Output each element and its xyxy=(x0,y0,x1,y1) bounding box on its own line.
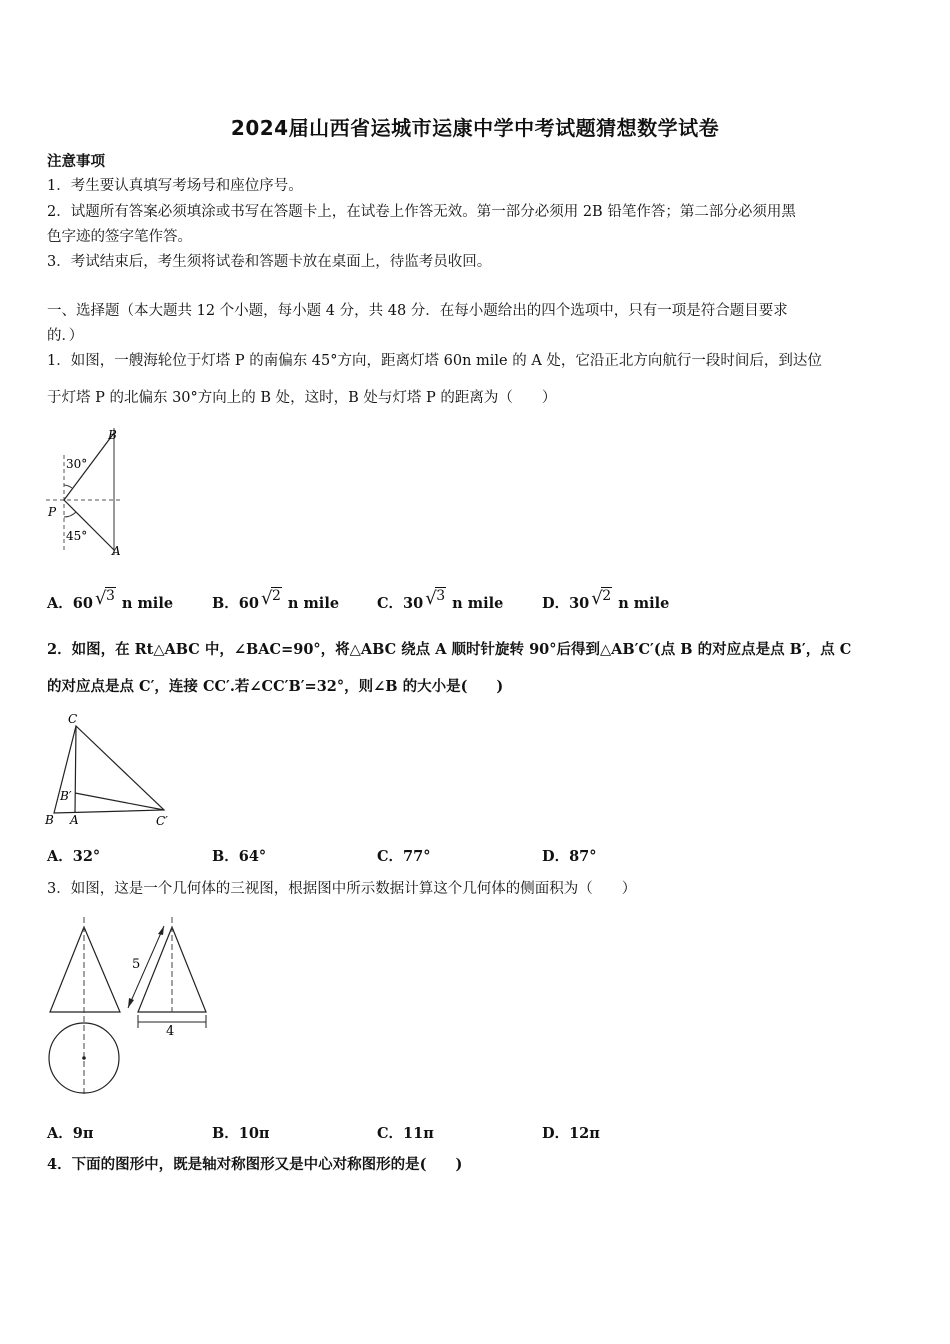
q2-option-d: D．87° xyxy=(542,848,597,865)
arrow-head-top xyxy=(158,926,164,935)
question-2-figure xyxy=(40,710,180,830)
label-c-prime: C′ xyxy=(156,814,168,828)
label-c: C xyxy=(68,712,78,726)
angle-label-bottom: 45° xyxy=(66,529,88,543)
label-b: B xyxy=(45,813,54,827)
q2-option-c: C．77° xyxy=(377,848,431,865)
question-2-text-cont: 的对应点是点 C′，连接 CC′.若∠CC′B′=32°，则∠B 的大小是( ) xyxy=(47,678,504,695)
notice-item: 2．试题所有答案必须填涂或书写在答题卡上，在试卷上作答无效。第一部分必须用 2B 铅笔作答；第二部分必须用黑 xyxy=(47,204,796,220)
label-p: P xyxy=(48,505,57,519)
q3-option-a: A．9π xyxy=(47,1125,94,1142)
q1-option-d: D．30 √ 2 n mile xyxy=(542,588,670,612)
base-label: 4 xyxy=(166,1024,175,1039)
notice-item: 色字迹的签字笔作答。 xyxy=(47,229,192,245)
arrow-head-bottom xyxy=(128,998,134,1008)
question-1-text: 1．如图，一艘海轮位于灯塔 P 的南偏东 45°方向，距离灯塔 60n mile 的 A 处，它沿正北方向航行一段时间后，到达位 xyxy=(47,353,822,369)
q3-option-c: C．11π xyxy=(377,1125,434,1142)
question-4-text: 4．下面的图形中，既是轴对称图形又是中心对称图形的是( ) xyxy=(47,1156,463,1173)
angle-label-top: 30° xyxy=(66,457,88,471)
segment-bpcp xyxy=(75,793,164,810)
notice-item: 3．考试结束后，考生须将试卷和答题卡放在桌面上，待监考员收回。 xyxy=(47,254,492,270)
question-3-figure xyxy=(40,912,220,1102)
question-1-figure xyxy=(40,425,130,560)
notice-heading: 注意事项 xyxy=(47,153,105,170)
angle-arc-bottom xyxy=(64,512,76,517)
notice-item: 1．考生要认真填写考场号和座位序号。 xyxy=(47,178,303,194)
question-2-text: 2．如图，在 Rt△ABC 中，∠BAC=90°，将△ABC 绕点 A 顺时针旋转 90°后得到△AB′C′(点 B 的对应点是点 B′，点 C xyxy=(47,641,852,658)
center-point xyxy=(82,1056,86,1060)
label-a: A xyxy=(112,544,121,558)
page-title: 2024届山西省运城市运康中学中考试题猜想数学试卷 xyxy=(230,116,720,140)
segment-ca xyxy=(75,726,76,813)
label-b-prime: B′ xyxy=(60,789,72,803)
angle-arc-top xyxy=(64,485,72,488)
q1-option-c: C．30 √ 3 n mile xyxy=(377,588,504,612)
q2-option-b: B．64° xyxy=(212,848,267,865)
section-heading-cont: 的．） xyxy=(47,328,84,344)
section-heading: 一、选择题（本大题共 12 个小题，每小题 4 分，共 48 分．在每小题给出的四个选项中，只有一项是符合题目要求 xyxy=(47,303,788,319)
label-b: B xyxy=(108,428,117,442)
question-1-text-cont: 于灯塔 P 的北偏东 30°方向上的 B 处，这时，B 处与灯塔 P 的距离为（ ） xyxy=(47,390,557,406)
label-a: A xyxy=(70,813,79,827)
question-3-text: 3．如图，这是一个几何体的三视图，根据图中所示数据计算这个几何体的侧面积为（ ） xyxy=(47,881,637,897)
slant-label: 5 xyxy=(132,957,141,972)
q1-option-b: B．60 √ 2 n mile xyxy=(212,588,340,612)
q3-option-d: D．12π xyxy=(542,1125,600,1142)
q2-option-a: A．32° xyxy=(47,848,101,865)
q3-option-b: B．10π xyxy=(212,1125,270,1142)
front-view-triangle xyxy=(50,927,120,1012)
q1-option-a: A．60 √ 3 n mile xyxy=(47,588,174,612)
